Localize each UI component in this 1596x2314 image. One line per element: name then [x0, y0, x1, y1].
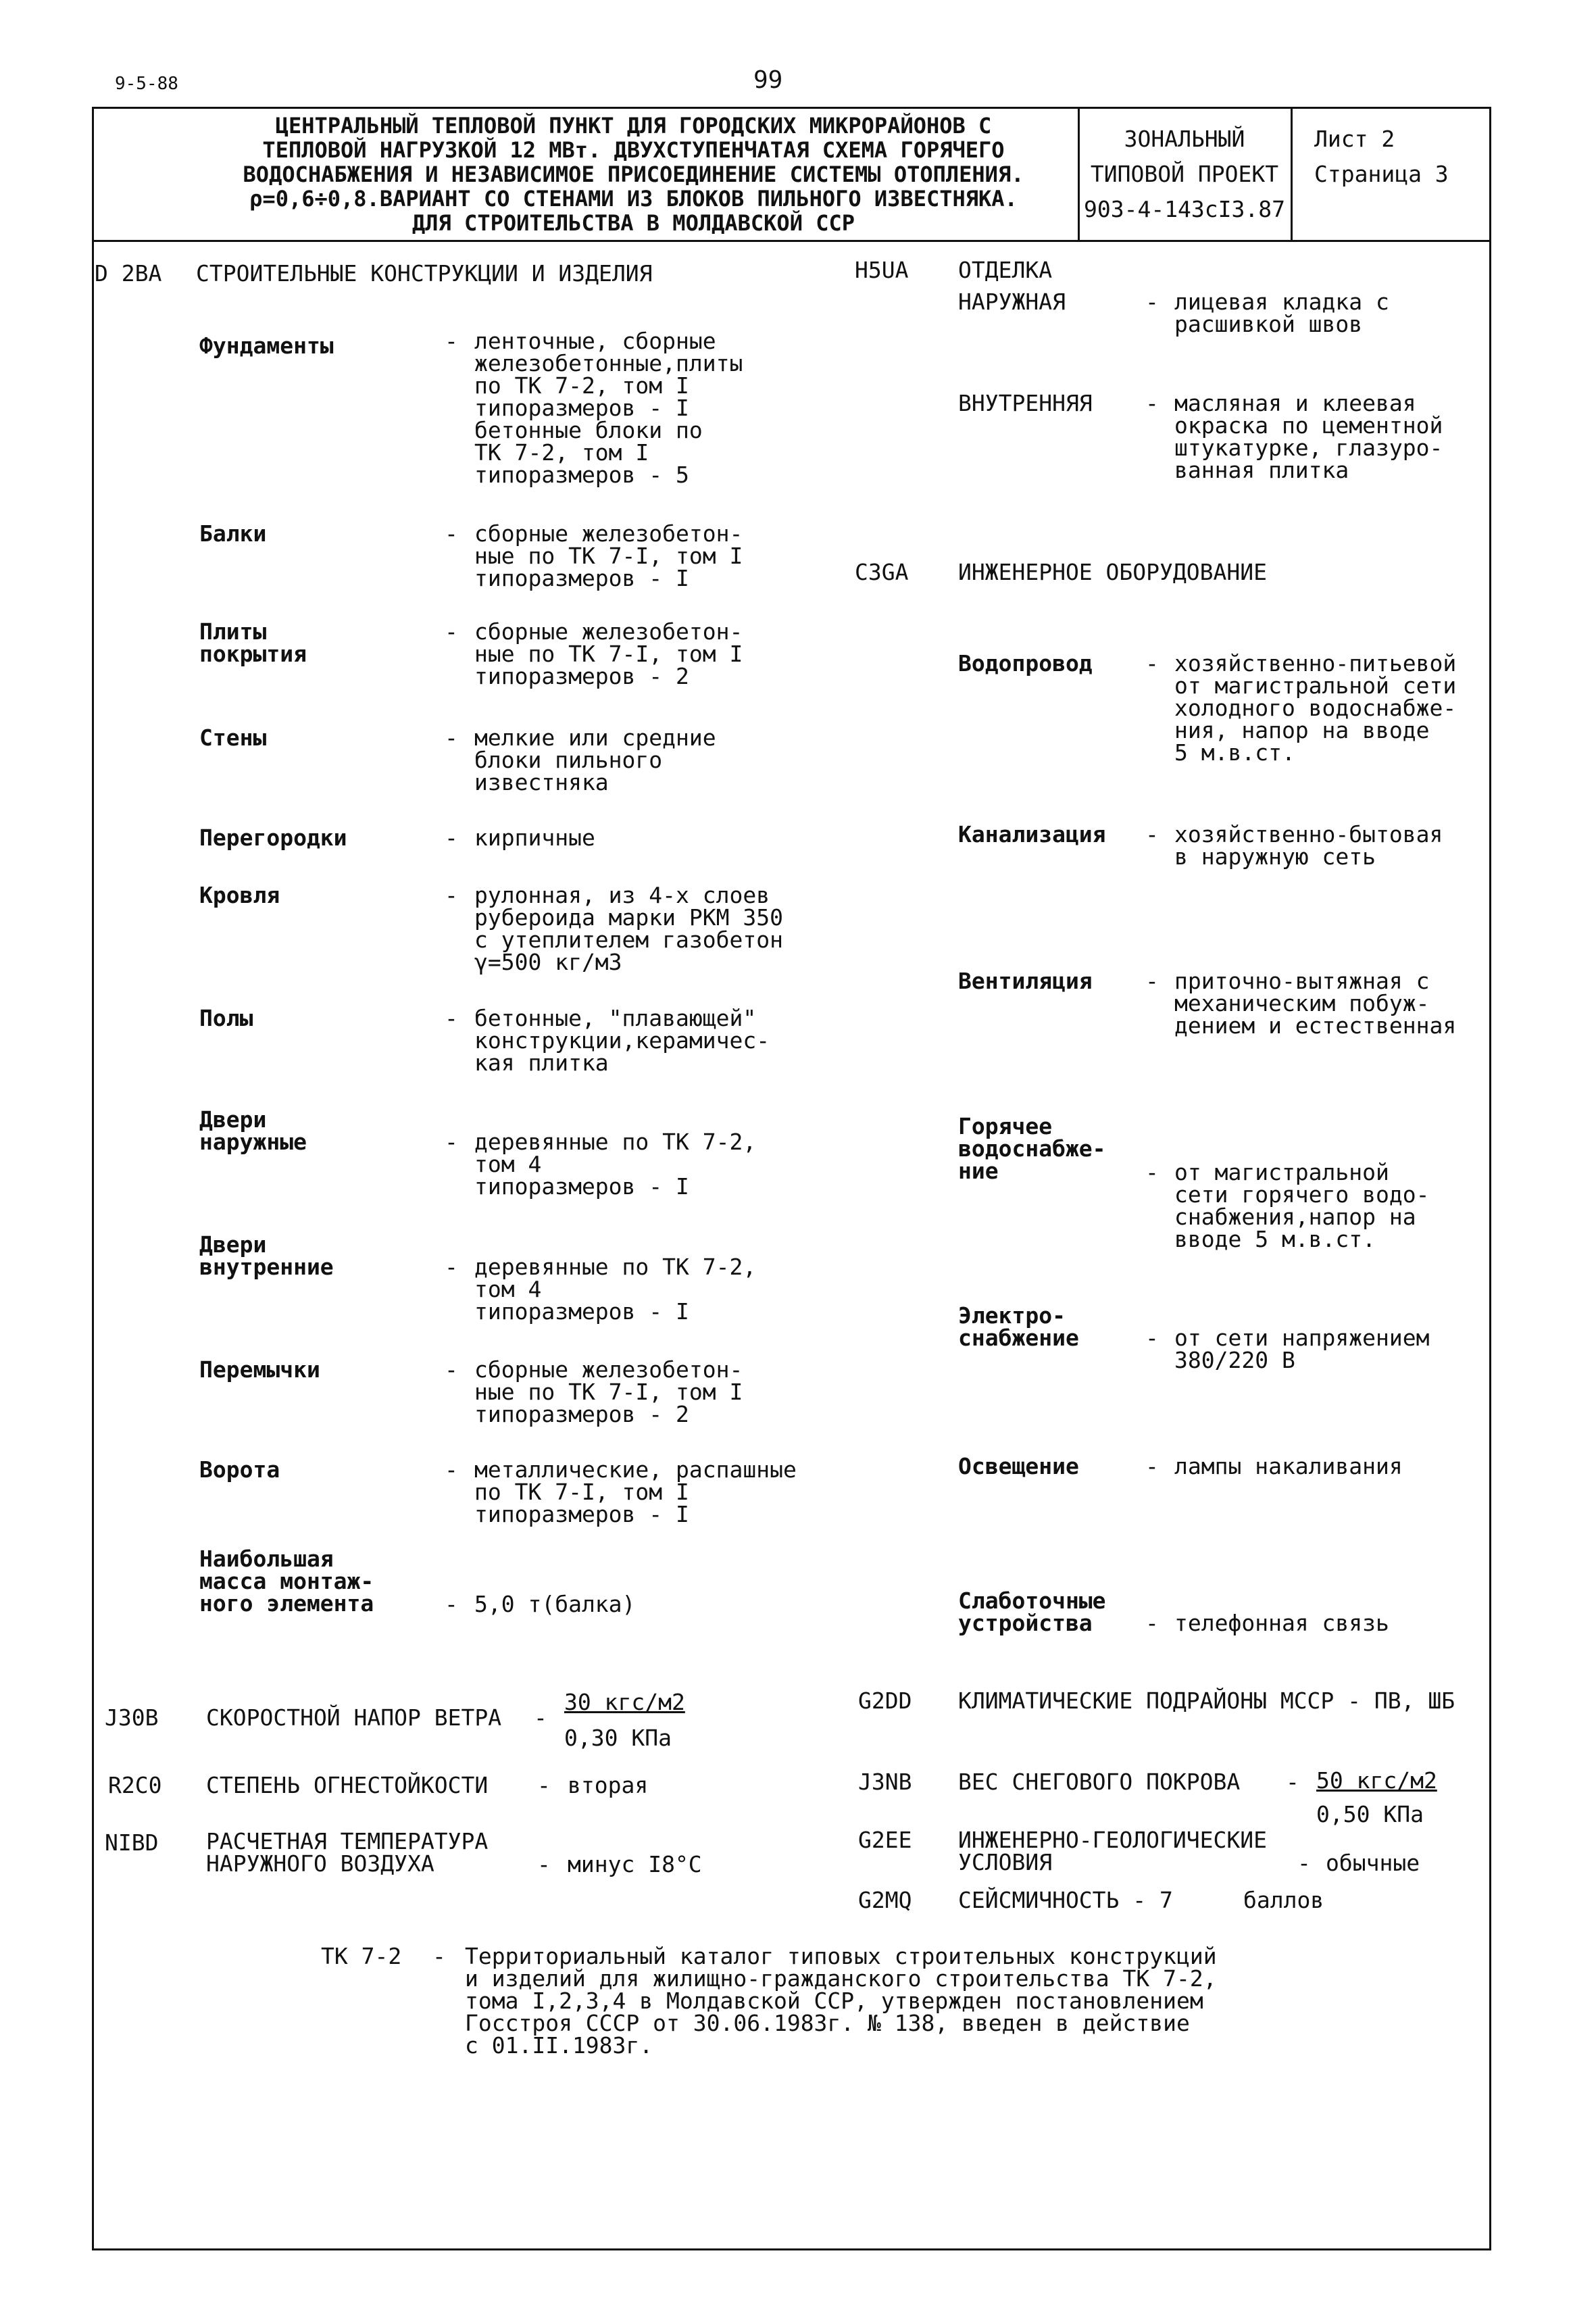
footnote-text: Территориальный каталог типовых строительных конструкций и изделий для жилищно-гражданского строительства ТК 7-2, тома I,2,3,4 в Молдавской ССР, утвержден постановлением Госстроя СССР от 30.06.1983г. № 138, введен в действие с 01.II.1983г.: [465, 1943, 1217, 2059]
seismic-code: G2MQ: [858, 1887, 912, 1913]
equipment-item-desc: от магистральной сети горячего водо- снабжения,напор на вводе 5 м.в.ст.: [1174, 1159, 1430, 1252]
equipment-item-label: Канализация: [958, 821, 1106, 847]
finish-item-desc: масляная и клеевая окраска по цементной штукатурке, глазуро- ванная плитка: [1174, 390, 1443, 483]
construction-item-label: Двери внутренние: [199, 1231, 334, 1280]
fire-code: R2C0: [108, 1772, 162, 1798]
construction-item-desc: кирпичные: [474, 824, 595, 851]
dash: -: [445, 1005, 458, 1031]
temp-value: минус I8°С: [568, 1851, 702, 1877]
wind-label: СКОРОСТНОЙ НАПОР ВЕТРА: [206, 1704, 502, 1731]
construction-item-desc: 5,0 т(балка): [474, 1591, 636, 1617]
dash: -: [445, 1356, 458, 1383]
dash: -: [1145, 390, 1159, 416]
construction-item-label: Ворота: [199, 1456, 280, 1483]
equipment-item-label: Слаботочные устройства: [958, 1587, 1106, 1636]
fire-value: вторая: [568, 1772, 649, 1798]
section-code-construction: D 2BA: [95, 260, 162, 287]
title-block-divider: [92, 240, 1491, 242]
construction-item-desc: деревянные по ТК 7-2, том 4 типоразмеров - I: [474, 1254, 757, 1325]
dash: -: [432, 1943, 446, 1969]
dash: -: [445, 618, 458, 645]
dash: -: [445, 520, 458, 547]
temp-label: РАСЧЕТНАЯ ТЕМПЕРАТУРА НАРУЖНОГО ВОЗДУХА: [206, 1828, 489, 1877]
footnote-term: ТК 7-2: [321, 1943, 402, 1969]
geo-value: обычные: [1326, 1850, 1420, 1876]
construction-item-desc: сборные железобетон- ные по ТК 7-I, том I типоразмеров - 2: [474, 1356, 743, 1427]
construction-item-label: Полы: [199, 1005, 253, 1031]
snow-value-kpa: 0,50 КПа: [1316, 1801, 1424, 1827]
equipment-item-label: Освещение: [958, 1453, 1079, 1479]
equipment-item-desc: от сети напряжением 380/220 В: [1174, 1325, 1430, 1373]
construction-item-label: Перемычки: [199, 1356, 320, 1383]
construction-item-desc: сборные железобетон- ные по ТК 7-I, том I типоразмеров - 2: [474, 618, 743, 689]
dash: -: [1297, 1850, 1311, 1876]
snow-value-kgs: 50 кгс/м2: [1316, 1767, 1437, 1794]
construction-item-label: Перегородки: [199, 824, 347, 851]
equipment-item-label: Вентиляция: [958, 968, 1093, 994]
construction-item-label: Стены: [199, 724, 267, 751]
dash: -: [445, 1254, 458, 1280]
sheet-info: Лист 2 Страница 3: [1314, 126, 1449, 187]
dash: -: [1145, 1453, 1159, 1479]
section-heading-construction: СТРОИТЕЛЬНЫЕ КОНСТРУКЦИИ И ИЗДЕЛИЯ: [196, 260, 653, 287]
section-code-finish: H5UA: [855, 257, 909, 283]
dash: -: [445, 1456, 458, 1483]
dash: -: [1145, 1610, 1159, 1636]
finish-item-label: НАРУЖНАЯ: [958, 289, 1066, 315]
construction-item-label: Плиты покрытия: [199, 618, 307, 667]
date-code: 9-5-88: [115, 74, 178, 94]
equipment-item-desc: хозяйственно-питьевой от магистральной сети холодного водоснабже- ния, напор на вводе 5 м.в.ст.: [1174, 650, 1457, 766]
dash: -: [1145, 1325, 1159, 1351]
dash: -: [1145, 650, 1159, 676]
climate-label: КЛИМАТИЧЕСКИЕ ПОДРАЙОНЫ МССР - ПВ, ШБ: [958, 1688, 1455, 1714]
snow-label: ВЕС СНЕГОВОГО ПОКРОВА: [958, 1769, 1241, 1795]
wind-code: J30B: [105, 1704, 159, 1731]
document-title: ЦЕНТРАЛЬНЫЙ ТЕПЛОВОЙ ПУНКТ ДЛЯ ГОРОДСКИХ МИКРОРАЙОНОВ С ТЕПЛОВОЙ НАГРУЗКОЙ 12 МВт. ДВУХСТУПЕНЧАТАЯ СХЕМА ГОРЯЧЕГО ВОДОСНАБЖЕНИЯ И НЕЗАВИСИМОЕ ПРИСОЕДИНЕНИЕ СИСТЕМЫ ОТОПЛЕНИЯ. ρ=0,6÷0,8.ВАРИАНТ СО СТЕНАМИ ИЗ БЛОКОВ ПИЛЬНОГО ИЗВЕСТНЯКА. ДЛЯ СТРОИТЕЛЬСТВА В МОЛДАВСКОЙ ССР: [243, 113, 1024, 236]
dash: -: [445, 1129, 458, 1155]
construction-item-label: Кровля: [199, 882, 280, 908]
temp-code: NIBD: [105, 1829, 159, 1856]
construction-item-desc: деревянные по ТК 7-2, том 4 типоразмеров - I: [474, 1129, 757, 1200]
equipment-item-label: Электро- снабжение: [958, 1302, 1079, 1351]
dash: -: [1145, 1159, 1159, 1185]
project-type: ЗОНАЛЬНЫЙ ТИПОВОЙ ПРОЕКТ 903-4-143сI3.87: [1083, 126, 1285, 222]
dash: -: [1145, 968, 1159, 994]
equipment-item-desc: хозяйственно-бытовая в наружную сеть: [1174, 821, 1443, 870]
title-block-sep-2: [1291, 107, 1293, 242]
section-heading-finish: ОТДЕЛКА: [958, 257, 1053, 283]
section-code-equipment: C3GA: [855, 559, 909, 585]
wind-value-kgs: 30 кгс/м2: [564, 1689, 685, 1715]
dash: -: [445, 1591, 458, 1617]
geo-label: ИНЖЕНЕРНО-ГЕОЛОГИЧЕСКИЕ УСЛОВИЯ: [958, 1827, 1267, 1875]
page-number: 99: [753, 66, 783, 94]
dash: -: [445, 882, 458, 908]
construction-item-desc: мелкие или средние блоки пильного известняка: [474, 724, 716, 795]
seismic-value: баллов: [1243, 1887, 1324, 1913]
construction-item-label: Балки: [199, 520, 267, 547]
construction-item-label: Двери наружные: [199, 1106, 307, 1155]
construction-item-desc: бетонные, "плавающей" конструкции,керамичес- кая плитка: [474, 1005, 770, 1076]
geo-code: G2EE: [858, 1827, 912, 1853]
seismic-label: СЕЙСМИЧНОСТЬ - 7: [958, 1887, 1173, 1913]
finish-item-label: ВНУТРЕННЯЯ: [958, 390, 1093, 416]
construction-item-desc: рулонная, из 4-х слоев рубероида марки РКМ 350 с утеплителем газобетон γ=500 кг/м3: [474, 882, 783, 975]
fire-label: СТЕПЕНЬ ОГНЕСТОЙКОСТИ: [206, 1772, 489, 1798]
construction-item-desc: металлические, распашные по ТК 7-I, том I типоразмеров - I: [474, 1456, 797, 1527]
construction-item-desc: сборные железобетон- ные по ТК 7-I, том I типоразмеров - I: [474, 520, 743, 591]
snow-code: J3NB: [858, 1769, 912, 1795]
climate-code: G2DD: [858, 1688, 912, 1714]
dash: -: [534, 1704, 547, 1731]
dash: -: [1145, 821, 1159, 847]
dash: -: [445, 824, 458, 851]
equipment-item-desc: приточно-вытяжная с механическим побуж- дением и естественная: [1174, 968, 1457, 1039]
finish-item-desc: лицевая кладка с расшивкой швов: [1174, 289, 1389, 337]
equipment-item-desc: телефонная связь: [1174, 1610, 1389, 1636]
dash: -: [445, 724, 458, 751]
equipment-item-label: Водопровод: [958, 650, 1093, 676]
equipment-item-label: Горячее водоснабже- ние: [958, 1113, 1106, 1184]
dash: -: [1286, 1769, 1299, 1795]
dash: -: [1145, 289, 1159, 315]
dash: -: [537, 1851, 551, 1877]
construction-item-label: Фундаменты: [199, 333, 334, 359]
dash: -: [445, 328, 458, 354]
construction-item-desc: ленточные, сборные железобетонные,плиты по ТК 7-2, том I типоразмеров - I бетонные блоки по ТК 7-2, том I типоразмеров - 5: [474, 328, 743, 488]
section-heading-equipment: ИНЖЕНЕРНОЕ ОБОРУДОВАНИЕ: [958, 559, 1267, 585]
equipment-item-desc: лампы накаливания: [1174, 1453, 1403, 1479]
wind-value-kpa: 0,30 КПа: [564, 1725, 672, 1751]
construction-item-label: Наибольшая масса монтаж- ного элемента: [199, 1546, 374, 1617]
dash: -: [537, 1772, 551, 1798]
